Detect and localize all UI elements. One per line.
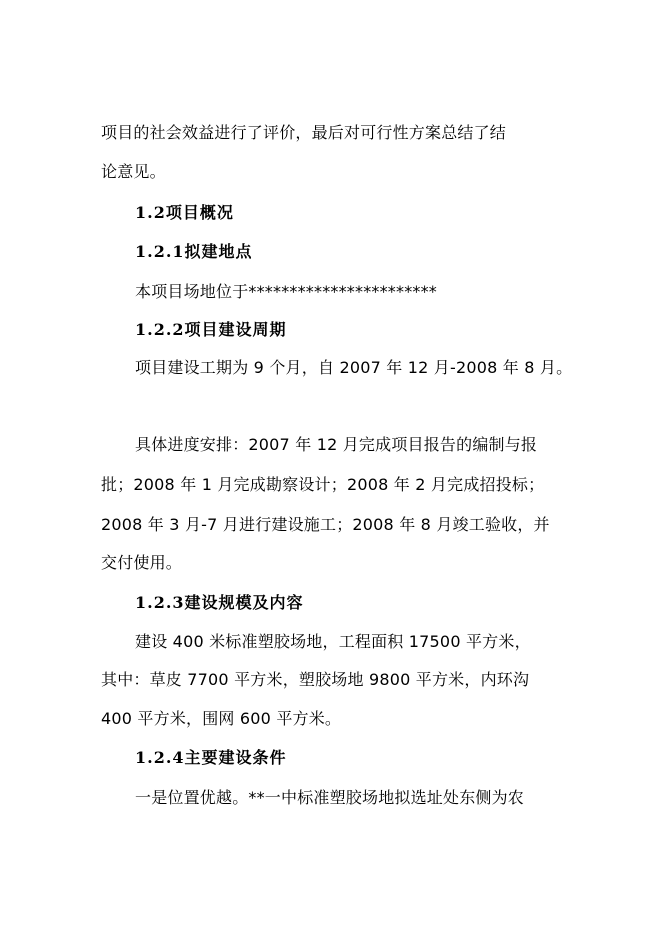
scale-line-2: 其中：草皮 7700 平方米，塑胶场地 9800 平方米，内环沟: [101, 670, 530, 689]
section-heading-1-2-3: 1.2.3建设规模及内容: [135, 593, 304, 612]
section-heading-1-2-4: 1.2.4主要建设条件: [135, 748, 287, 767]
conditions-line-1: 一是位置优越。**一中标准塑胶场地拟选址处东侧为农: [135, 788, 525, 807]
paragraph-line-1: 项目的社会效益进行了评价，最后对可行性方案总结了结: [101, 123, 507, 142]
schedule-line-4: 交付使用。: [101, 553, 183, 572]
construction-period-line: 项目建设工期为 9 个月，自 2007 年 12 月-2008 年 8 月。: [135, 358, 573, 377]
schedule-line-1: 具体进度安排：2007 年 12 月完成项目报告的编制与报: [135, 435, 538, 454]
site-location-line: 本项目场地位于***********************: [135, 282, 438, 301]
schedule-line-2: 批；2008 年 1 月完成勘察设计；2008 年 2 月完成招投标；: [101, 475, 545, 494]
section-heading-1-2-2: 1.2.2项目建设周期: [135, 320, 287, 339]
scale-line-3: 400 平方米，围网 600 平方米。: [101, 709, 342, 728]
schedule-line-3: 2008 年 3 月-7 月进行建设施工；2008 年 8 月竣工验收，并: [101, 515, 550, 534]
scale-line-1: 建设 400 米标准塑胶场地，工程面积 17500 平方米，: [135, 632, 531, 651]
section-heading-1-2-1: 1.2.1拟建地点: [135, 242, 253, 261]
section-heading-1-2: 1.2项目概况: [135, 203, 234, 222]
paragraph-line-2: 论意见。: [101, 162, 166, 181]
